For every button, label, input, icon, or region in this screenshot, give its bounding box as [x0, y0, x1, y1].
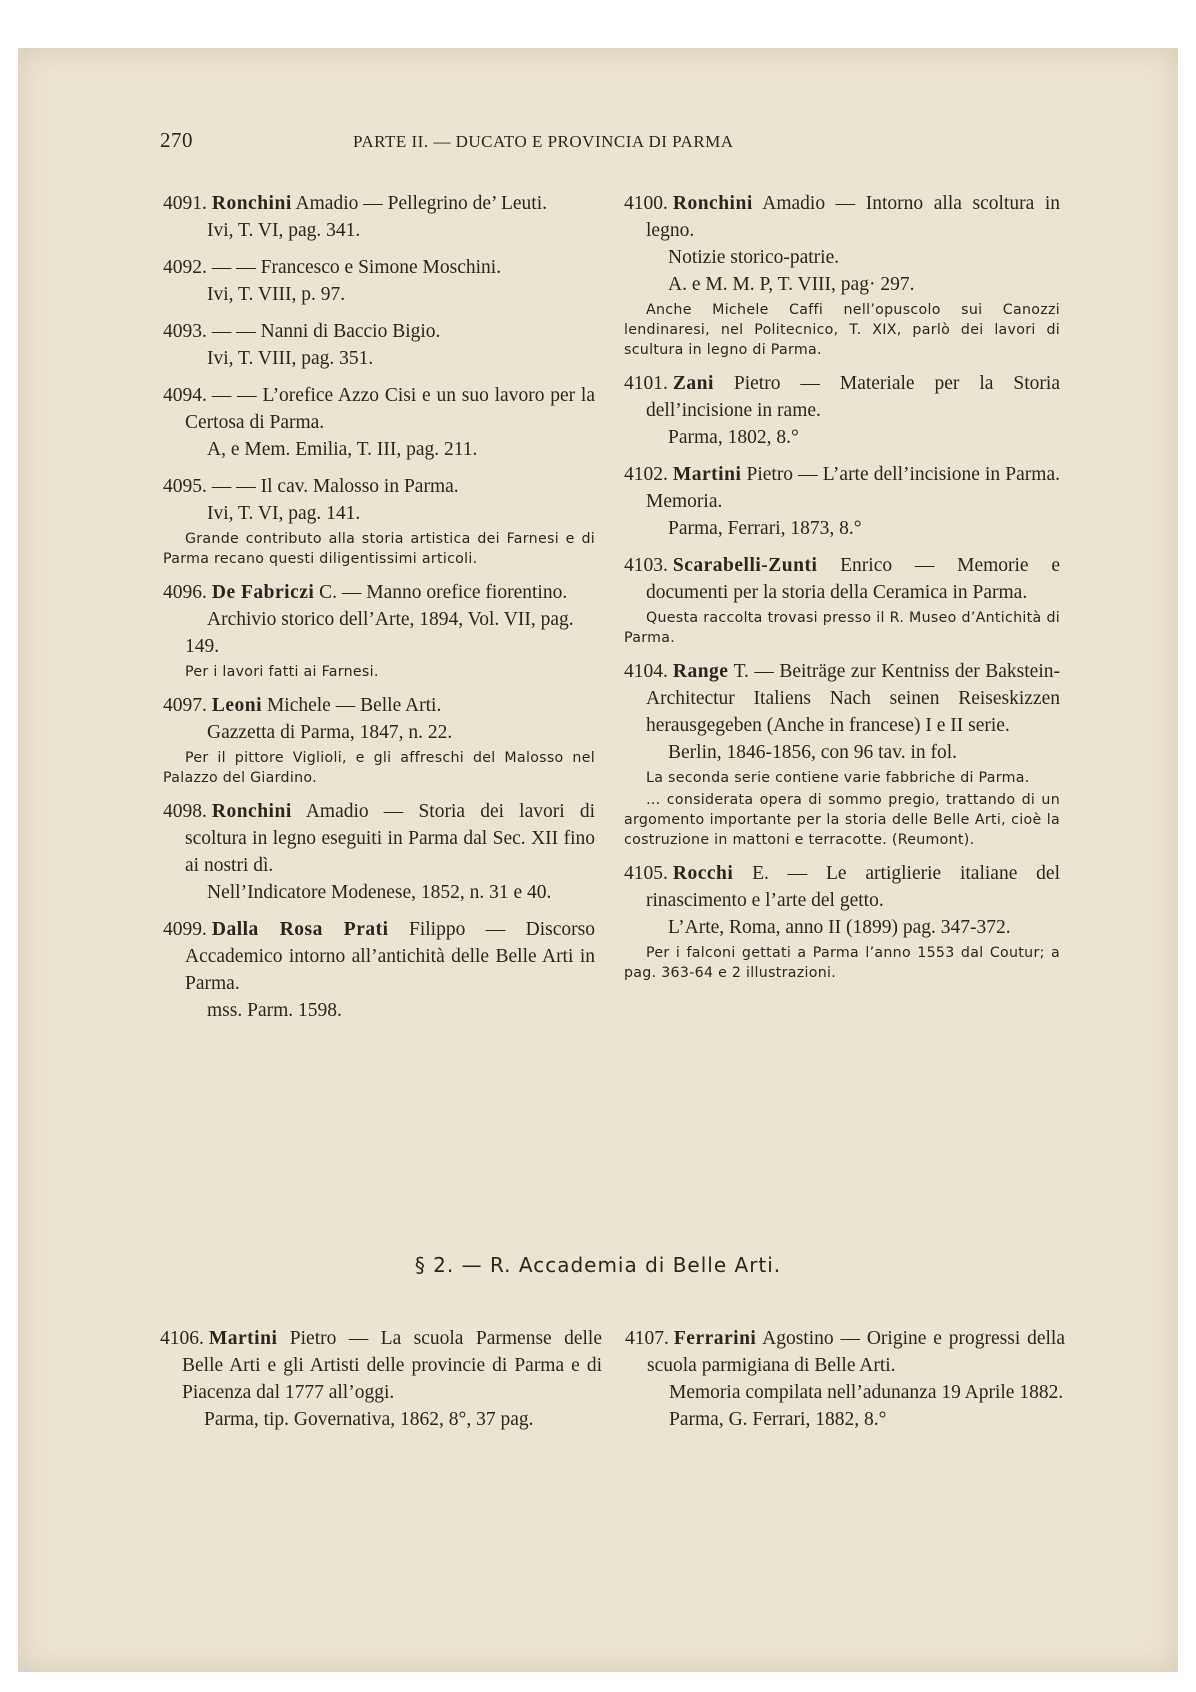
entry-author: Martini [208, 1328, 278, 1349]
entry-title-line [163, 473, 595, 500]
entry-number: 4098. [163, 801, 207, 822]
entry-title: Filippo — Discorso Accademico intorno all’antichità delle Belle Arti in Parma. [185, 919, 595, 994]
entry-publication: Nell’Indicatore Modenese, 1852, n. 31 e 40. [207, 882, 552, 903]
entry-publication: A. e M. M. P, T. VIII, pag· 297. [668, 274, 915, 295]
entry-number: 4099. [163, 919, 207, 940]
entry-number: 4102. [624, 464, 668, 485]
bibliography-entry [163, 382, 595, 463]
entry-title: — — Nanni di Baccio Bigio. [211, 321, 441, 342]
entry-publication: mss. Parm. 1598. [207, 1000, 342, 1021]
entry-author: Ferrarini [673, 1328, 757, 1349]
bibliography-entry [163, 798, 595, 906]
entry-title: Amadio — Storia dei lavori di scoltura in legno eseguiti in Parma dal Sec. XII fino ai nostri dì. [185, 801, 595, 876]
entry-title: — — Il cav. Malosso in Parma. [211, 476, 459, 497]
entry-number: 4106. [160, 1328, 204, 1349]
bottom-left-column [160, 1325, 602, 1443]
entry-author: Dalla Rosa Prati [211, 919, 389, 940]
page-header [160, 128, 1020, 158]
entry-title-line [163, 382, 595, 436]
entry-title-line [163, 254, 595, 281]
bottom-right-column [625, 1325, 1065, 1443]
entry-number: 4095. [163, 476, 207, 497]
entry-title-line [163, 692, 595, 719]
entry-title: Michele — Belle Arti. [262, 695, 442, 716]
bibliography-entry [163, 254, 595, 308]
entry-publication: Parma, Ferrari, 1873, 8.° [668, 518, 862, 539]
entry-note: Per il pittore Viglioli, e gli affreschi del Malosso nel Palazzo del Giardino. [163, 750, 595, 786]
entry-note: Anche Michele Caffi nell’opuscolo sui Canozzi lendinaresi, nel Politecnico, T. XIX, parlò dei lavori di scultura in legno di Parma. [624, 302, 1060, 358]
entry-publication: Memoria compilata nell’adunanza 19 Aprile 1882. [669, 1382, 1064, 1403]
entry-title-line [163, 916, 595, 997]
entry-number: 4097. [163, 695, 207, 716]
entry-publication: L’Arte, Roma, anno II (1899) pag. 347-372. [668, 917, 1011, 938]
bibliography-entry [624, 658, 1060, 850]
entry-title: Pietro — Materiale per la Storia dell’incisione in rame. [646, 373, 1060, 421]
entry-author: Leoni [211, 695, 263, 716]
entry-publication: Parma, 1802, 8.° [668, 427, 799, 448]
entry-title: E. — Le artiglierie italiane del rinascimento e l’arte del getto. [646, 863, 1060, 911]
entry-title-line [624, 658, 1060, 739]
entry-note: Per i lavori fatti ai Farnesi. [185, 664, 379, 680]
bibliography-entry [624, 860, 1060, 983]
entry-title: C. — Manno orefice fiorentino. [314, 582, 568, 603]
right-column [624, 190, 1060, 993]
entry-title: Pietro — La scuola Parmense delle Belle Arti e gli Artisti delle provincie di Parma e di Piacenza dal 1777 all’oggi. [182, 1328, 602, 1403]
entry-title-line [163, 190, 595, 217]
entry-number: 4100. [624, 193, 668, 214]
bibliography-entry [163, 473, 595, 569]
entry-publication: Gazzetta di Parma, 1847, n. 22. [207, 722, 453, 743]
entry-note: Questa raccolta trovasi presso il R. Museo d’Antichità di Parma. [624, 610, 1060, 646]
entry-title-line [163, 318, 595, 345]
entry-number: 4091. [163, 193, 207, 214]
entry-number: 4101. [624, 373, 668, 394]
entry-number: 4093. [163, 321, 207, 342]
entry-title-line [624, 860, 1060, 914]
bibliography-entry [163, 318, 595, 372]
entry-title: — — L’orefice Azzo Cisi e un suo lavoro per la Certosa di Parma. [185, 385, 595, 433]
entry-title-line [163, 798, 595, 879]
bibliography-entry [163, 916, 595, 1024]
entry-note: La seconda serie contiene varie fabbriche di Parma. [646, 770, 1030, 786]
entry-publication: Ivi, T. VI, pag. 141. [207, 503, 361, 524]
entry-title-line [624, 370, 1060, 424]
entry-title-line [163, 579, 595, 606]
entry-author: Scarabelli-Zunti [672, 555, 818, 576]
running-head: PARTE II. — DUCATO E PROVINCIA DI PARMA [353, 132, 734, 151]
entry-author: Zani [672, 373, 714, 394]
entry-note: Grande contributo alla storia artistica dei Farnesi e di Parma recano questi diligentissimi articoli. [163, 531, 595, 567]
entry-publication: Parma, tip. Governativa, 1862, 8°, 37 pag. [204, 1409, 534, 1430]
bibliography-entry [160, 1325, 602, 1433]
entry-number: 4094. [163, 385, 207, 406]
entry-title-line [625, 1325, 1065, 1379]
entry-number: 4105. [624, 863, 668, 884]
entry-number: 4107. [625, 1328, 669, 1349]
entry-title: Enrico — Memorie e documenti per la storia della Ceramica in Parma. [646, 555, 1060, 603]
entry-publication: Notizie storico-patrie. [668, 247, 840, 268]
entry-number: 4104. [624, 661, 668, 682]
entry-number: 4103. [624, 555, 668, 576]
entry-title-line [160, 1325, 602, 1406]
entry-author: Martini [672, 464, 742, 485]
bibliography-entry [624, 370, 1060, 451]
entry-title: Pietro — L’arte dell’incisione in Parma. Memoria. [646, 464, 1060, 512]
bibliography-entry [624, 552, 1060, 648]
entry-author: Rocchi [672, 863, 734, 884]
entry-title: Amadio — Intorno alla scoltura in legno. [646, 193, 1060, 241]
entry-author: Ronchini [672, 193, 753, 214]
entry-note: Per i falconi gettati a Parma l’anno 1553 dal Coutur; a pag. 363-64 e 2 illustrazioni. [624, 945, 1060, 981]
entry-publication: Berlin, 1846-1856, con 96 tav. in fol. [668, 742, 958, 763]
entry-publication: Parma, G. Ferrari, 1882, 8.° [669, 1409, 887, 1430]
entry-title-line [624, 552, 1060, 606]
left-column [163, 190, 595, 1034]
entry-publication: A, e Mem. Emilia, T. III, pag. 211. [207, 439, 478, 460]
entry-title-line [624, 461, 1060, 515]
page-number: 270 [160, 128, 193, 152]
entry-title: — — Francesco e Simone Moschini. [211, 257, 502, 278]
entry-title: Amadio — Pellegrino de’ Leuti. [291, 193, 547, 214]
entry-title: Agostino — Origine e progressi della scuola parmigiana di Belle Arti. [647, 1328, 1065, 1376]
bibliography-entry [624, 461, 1060, 542]
bibliography-entry [163, 579, 595, 682]
section-heading: § 2. — R. Accademia di Belle Arti. [414, 1253, 782, 1277]
entry-publication: Ivi, T. VIII, pag. 351. [207, 348, 374, 369]
entry-note: … considerata opera di sommo pregio, trattando di un argomento importante per la storia delle Belle Arti, cioè la costruzione in mattoni e terracotte. (Reumont). [624, 792, 1060, 848]
entry-author: Range [672, 661, 729, 682]
entry-title-line [624, 190, 1060, 244]
entry-author: De Fabriczi [211, 582, 315, 603]
bibliography-entry [625, 1325, 1065, 1433]
bibliography-entry [163, 190, 595, 244]
entry-publication: Ivi, T. VI, pag. 341. [207, 220, 361, 241]
bibliography-entry [163, 692, 595, 788]
entry-publication: Ivi, T. VIII, p. 97. [207, 284, 346, 305]
entry-number: 4096. [163, 582, 207, 603]
entry-author: Ronchini [211, 801, 292, 822]
entry-title: T. — Beiträge zur Kentniss der Bakstein-Architectur Italiens Nach seinen Reiseskizzen herausgegeben (Anche in francese) I e II serie. [646, 661, 1060, 736]
bibliography-entry [624, 190, 1060, 360]
entry-author: Ronchini [211, 193, 292, 214]
entry-publication: Archivio storico dell’Arte, 1894, Vol. VII, pag. 149. [185, 609, 574, 657]
entry-number: 4092. [163, 257, 207, 278]
